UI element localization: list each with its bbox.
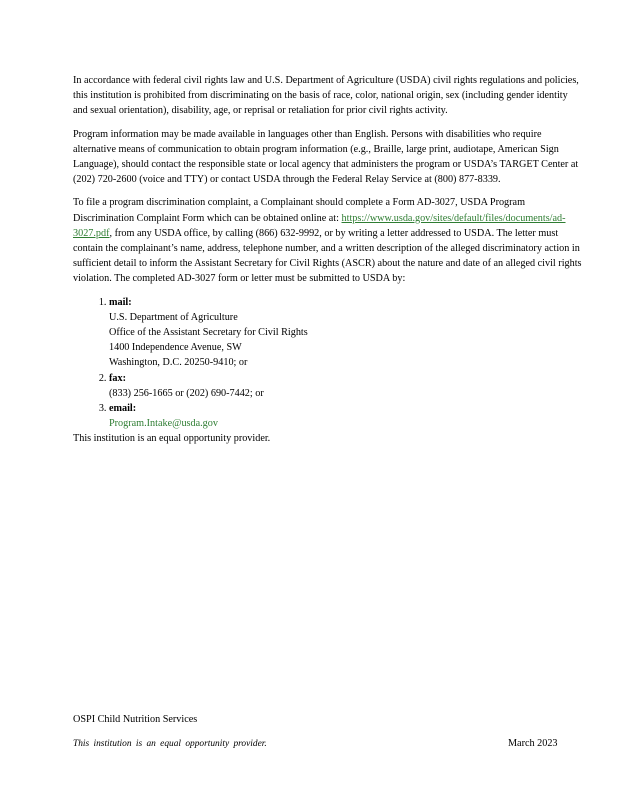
mail-line-office: Office of the Assistant Secretary for Civil Rights bbox=[109, 327, 308, 339]
mail-line-department: U.S. Department of Agriculture bbox=[109, 311, 238, 323]
complaint-text-intro: To file a program discrimination complaint, a Complainant should complete a Form AD-3027, USDA Program Discrimination Complaint Form which can be obtained online at: bbox=[73, 197, 525, 224]
closing-statement: This institution is an equal opportunity provider. bbox=[73, 433, 271, 445]
mail-line-street: 1400 Independence Avenue, SW bbox=[109, 342, 242, 354]
mail-line-city: Washington, D.C. 20250-9410; or bbox=[109, 357, 248, 369]
contact-methods-list bbox=[73, 295, 583, 432]
footer-equal-opportunity-note: This institution is an equal opportunity provider. bbox=[73, 739, 267, 749]
fax-numbers: (833) 256-1665 or (202) 690-7442; or bbox=[109, 387, 264, 399]
complaint-form-link[interactable]: https://www.usda.gov/sites/default/files/documents/ad-3027.pdf bbox=[73, 212, 566, 239]
contact-fax bbox=[109, 371, 583, 401]
contact-mail bbox=[109, 295, 583, 371]
nondiscrimination-statement bbox=[73, 73, 583, 455]
email-label: 3. email: bbox=[109, 403, 137, 415]
paragraph-complaint bbox=[73, 195, 583, 286]
paragraph-alternative-means: Program information may be made available in languages other than English. Persons with disabilities who require alternative means of communication to obtain program information (e.g., Braille, large print, audiotape, American Sign Language), should contact the responsible state or local agency that administers the program or USDA’s TARGET Center at (202) 720-2600 (voice and TTY) or contact USDA through the Federal Relay Service at (800) 877-8339. bbox=[73, 128, 579, 186]
complaint-text-rest: , from any USDA office, by calling (866) 632-9992, or by writing a letter addressed to USDA. The letter must contain the complainant’s name, address, telephone number, and a written description of the alleged discriminatory action in sufficient detail to inform the Assistant Secretary for Civil Rights (ASCR) about the nature and date of an alleged civil rights violation. The completed AD-3027 form or letter must be submitted to USDA by: bbox=[73, 227, 582, 285]
footer-date: March 2023 bbox=[508, 738, 558, 749]
footer-organization: OSPI Child Nutrition Services bbox=[73, 714, 198, 725]
email-address-link[interactable]: Program.Intake@usda.gov bbox=[109, 418, 218, 430]
paragraph-civil-rights: In accordance with federal civil rights law and U.S. Department of Agriculture (USDA) civil rights regulations and policies, this institution is prohibited from discriminating on the basis of race, color, national origin, sex (including gender identity and sexual orientation), disability, age, or reprisal or retaliation for prior civil rights activity. bbox=[73, 75, 579, 117]
fax-label: 2. fax: bbox=[109, 372, 126, 384]
contact-email bbox=[109, 401, 583, 431]
mail-label: 1. mail: bbox=[109, 296, 132, 308]
